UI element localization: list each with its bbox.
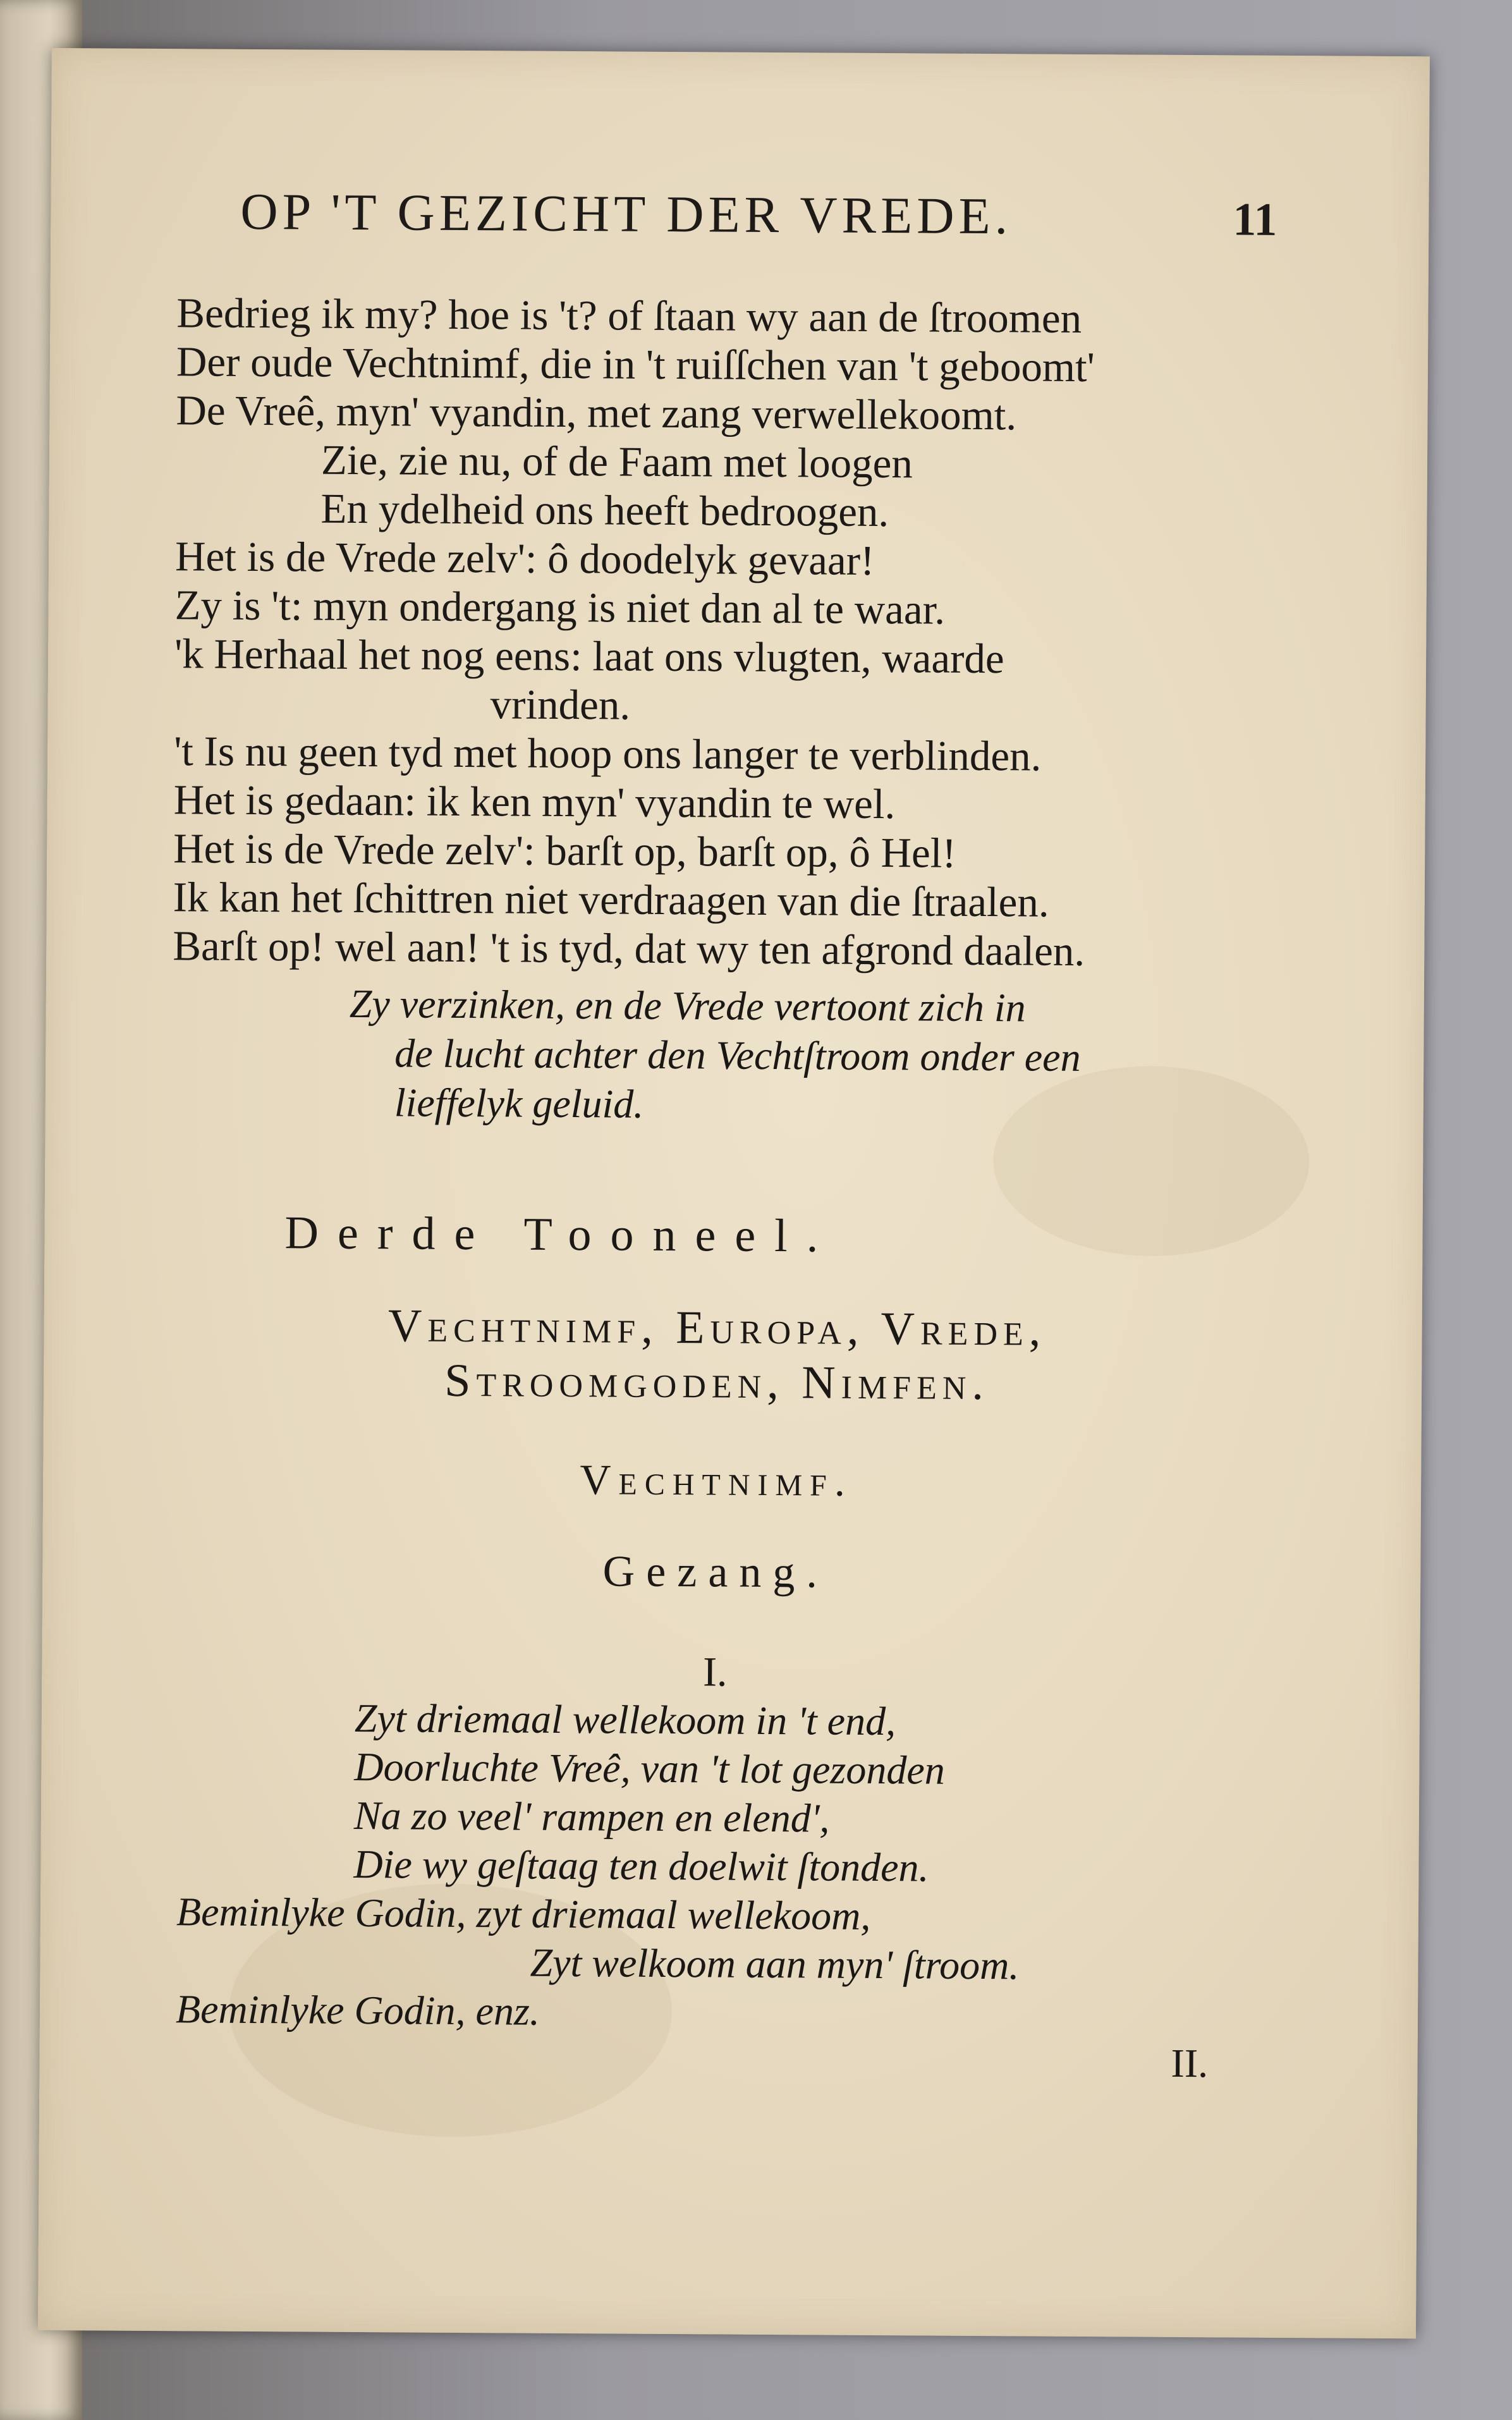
running-title: OP 'T GEZICHT DER VREDE.	[240, 182, 1013, 245]
lyric-line: Beminlyke Godin, zyt driemaal wellekoom,	[176, 1889, 871, 1938]
stage-direction-line: Zy verzinken, en de Vrede vertoont zich in	[349, 981, 1026, 1030]
speaker-name: Vechtnimf.	[580, 1455, 853, 1505]
verse-line: Ik kan het ſchittren niet verdraagen van die ſtraalen.	[173, 874, 1049, 926]
stage-direction-line: de lucht achter den Vechtſtroom onder een	[394, 1030, 1081, 1080]
page-number: 11	[1233, 193, 1277, 246]
lyric-line: Beminlyke Godin, enz.	[175, 1986, 540, 2034]
verse-block	[173, 289, 1289, 977]
verse-line: vrinden.	[490, 681, 631, 729]
scene-title: Derde Tooneel.	[284, 1207, 838, 1262]
verse-line: Barſt op! wel aan! 't is tyd, dat wy ten afgrond daalen.	[173, 922, 1085, 975]
song-lyrics	[176, 1692, 1290, 2040]
verse-line: Zy is 't: myn ondergang is niet dan al te waar.	[174, 582, 946, 633]
verse-line: 'k Herhaal het nog eens: laat ons vlugten, waarde	[174, 630, 1004, 683]
verse-line: De Vreê, myn' vyandin, met zang verwellekoomt.	[176, 387, 1017, 439]
catchword: II.	[1171, 2040, 1209, 2086]
running-head	[240, 182, 1277, 248]
character-list-line: Vechtnimf, Europa, Vrede,	[387, 1300, 1047, 1356]
verse-line: Der oude Vechtnimf, die in 't ruiſſchen van 't geboomt'	[176, 338, 1095, 391]
lyric-line: Zyt driemaal wellekoom in 't end,	[354, 1695, 896, 1744]
stanza-number: I.	[702, 1649, 728, 1696]
book-page	[38, 48, 1430, 2338]
verse-line: Het is de Vrede zelv': barſt op, barſt op, ô Hel!	[173, 825, 956, 877]
song-heading: Gezang.	[602, 1547, 829, 1598]
verse-line: En ydelheid ons heeft bedroogen.	[320, 485, 889, 536]
verse-line: 't Is nu geen tyd met hoop ons langer te verblinden.	[173, 728, 1042, 780]
lyric-line: Na zo veel' rampen en elend',	[353, 1792, 830, 1841]
lyric-line: Doorluchte Vreê, van 't lot gezonden	[354, 1744, 945, 1793]
verse-line: Bedrieg ik my? hoe is 't? of ſtaan wy aan de ſtroomen	[176, 290, 1082, 342]
character-list-line: Stroomgoden, Nimfen.	[444, 1354, 990, 1410]
character-list	[170, 1297, 1264, 1413]
verse-line: Zie, zie nu, of de Faam met loogen	[320, 436, 913, 487]
lyric-line: Die wy geſtaag ten doelwit ſtonden.	[353, 1841, 929, 1890]
stage-direction-line: lieffelyk geluid.	[394, 1080, 644, 1127]
stage-direction	[349, 979, 1285, 1133]
verse-line: Het is de Vrede zelv': ô doodelyk gevaar!	[174, 533, 875, 584]
verse-line: Het is gedaan: ik ken myn' vyandin te wel.	[173, 776, 896, 828]
lyric-line: Zyt welkoom aan myn' ſtroom.	[530, 1940, 1020, 1988]
